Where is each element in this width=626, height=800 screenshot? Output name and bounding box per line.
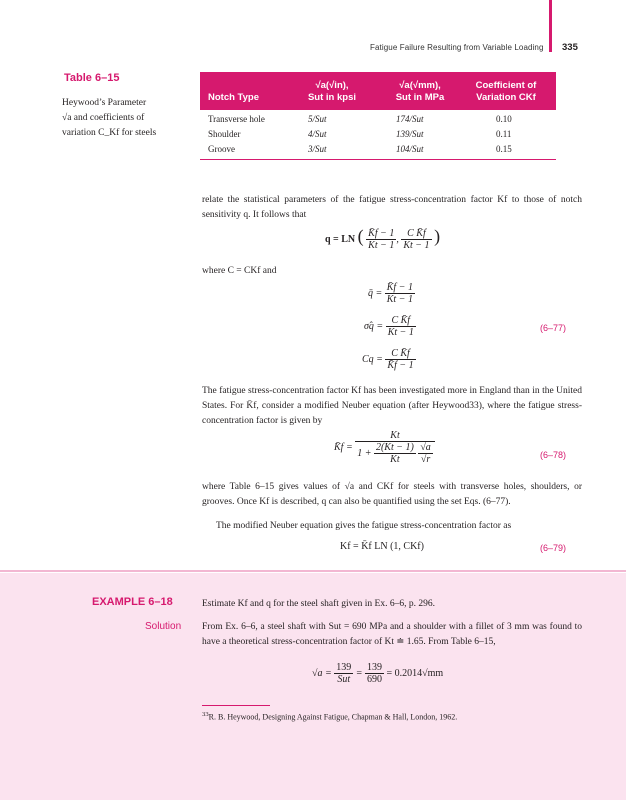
col-kpsi: √a(√in), Sut in kpsi: [307, 80, 357, 103]
table-header: [200, 72, 556, 110]
footnote-rule: [202, 705, 270, 706]
table-caption: Heywood’s Parameter √a and coefficients of variation C_Kf for steels: [62, 98, 157, 138]
equation-q: q = LN ( $\frac{K̄f - 1}{Kt - 1}$ , $\frac{\text{C K̄f}}{Kt - 1}$ ): [325, 226, 441, 252]
col-notch-type: Notch Type: [208, 92, 260, 103]
example-label: EXAMPLE 6–18: [92, 596, 173, 608]
page-edge-rule: [549, 0, 552, 52]
equation-number: (6–79): [540, 543, 567, 553]
equation-cq: Cq = $\frac{\text{C K̄f}}{K̄f - 1}$: [362, 348, 414, 371]
equation-number: (6–78): [540, 450, 567, 460]
solution-text: From Ex. 6–6, a steel shaft with Sut = 690 MPa and a shoulder with a fillet of 3 mm was found to have a theoretical stress-concentration factor of Kt ≐ 1.65. From Table 6–15,: [202, 622, 582, 647]
equation-79: Kf = K̄f LN (1, CKf): [340, 541, 424, 552]
example-statement: Estimate Kf and q for the steel shaft given in Ex. 6–6, p. 296.: [202, 599, 435, 609]
paragraph: where Table 6–15 gives values of √a and CKf for steels with transverse holes, shoulders, or grooves. Once Kf is described, q can also be quantified using the set Eqs. (6–77).: [202, 482, 582, 507]
where-line: where C = CKf and: [202, 266, 277, 276]
equation-sqrt-a: √a = $\frac{139}{\text{Sut}}$ = $\frac{139}{690}$ = 0.2014√mm: [312, 662, 444, 685]
equation-number: (6–77): [540, 323, 567, 333]
table-row: Transverse hole 5/Sut 174/Sut 0.10: [208, 114, 512, 124]
page-number: 335: [562, 42, 578, 53]
table-row: Groove 3/Sut 104/Sut 0.15: [208, 144, 512, 154]
paragraph: The fatigue stress-concentration factor Kf has been investigated more in England than in the United States. For K̄f, consider a modified Neuber equation (after Heywood33), where the fatigue stress-concentration factor is given by: [202, 386, 582, 426]
running-title: Fatigue Failure Resulting from Variable Loading: [370, 43, 544, 52]
equation-sigma: σ̂q = $\frac{\text{C K̄f}}{Kt - 1}$: [364, 315, 414, 338]
table-bottom-rule: [200, 159, 556, 160]
col-cov: Coefficient of Variation CKf: [475, 80, 537, 103]
col-mpa: √a(√mm), Sut in MPa: [395, 80, 445, 103]
footnote: $^{33}$R. B. Heywood, Designing Against Fatigue, Chapman & Hall, London, 1962.: [202, 711, 458, 722]
table-row: Shoulder 4/Sut 139/Sut 0.11: [208, 129, 512, 139]
equation-78: K̄f = Kt 1 + $\frac{2(Kt - 1)}{Kt}$ $\frac{√a}{√r}$: [334, 430, 435, 465]
paragraph: relate the statistical parameters of the fatigue stress-concentration factor Kf to those of notch sensitivity q. It follows that: [202, 195, 582, 220]
example-top-rule: [0, 570, 626, 572]
equation-qbar: q̄ = $\frac{K̄f - 1}{Kt - 1}$: [368, 282, 413, 305]
paragraph: The modified Neuber equation gives the fatigue stress-concentration factor as: [216, 521, 512, 531]
table-label: Table 6–15: [64, 72, 120, 84]
solution-label: Solution: [145, 621, 182, 632]
